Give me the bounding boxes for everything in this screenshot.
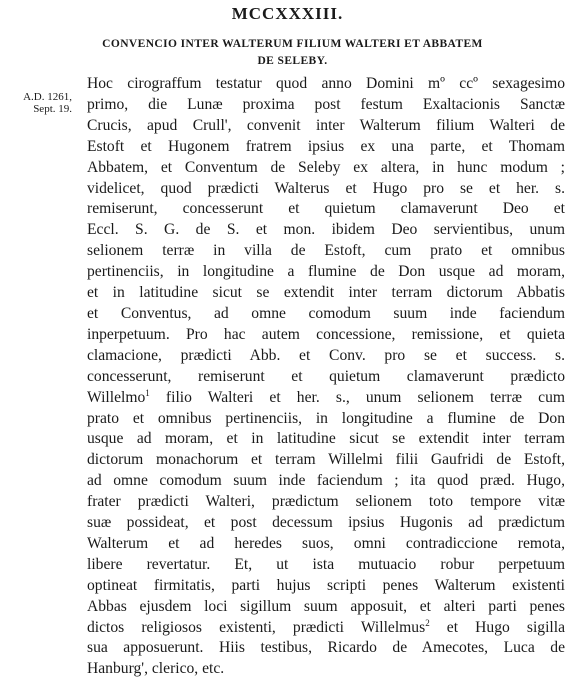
charter-heading — [60, 36, 525, 70]
body-line-with-footnote-1 — [87, 388, 565, 409]
body-line: Estoft et Hugonem fratrem ipsius ex una parte, et Thomam — [87, 137, 565, 155]
body-line-text: dictos religiosos existenti, prædicti Willelmus — [87, 618, 426, 636]
body-line: sua apposuerunt. Hiis testibus, Ricardo de Amecotes, Luca de — [87, 639, 565, 657]
body-line: Abbas ejusdem loci sigillum suum apposuit, et alteri parti penes — [87, 597, 565, 615]
margin-note-day: Sept. 19. — [33, 103, 72, 115]
body-line: remiserunt, concesserunt et quietum clamaverunt Deo et — [87, 200, 565, 218]
footnote-mark-2: 2 — [425, 617, 430, 628]
body-line: ad omne comodum suum inde faciendum ; ita quod præd. Hugo, — [87, 472, 565, 490]
body-line: prato et omnibus pertinenciis, in longitudine a flumine de Don — [87, 409, 565, 427]
body-line: Hoc cirograffum testatur quod anno Domini mº ccº sexagesimo — [87, 75, 565, 92]
body-line: dictorum monachorum et terram Willelmi filii Gaufridi de Estoft, — [87, 451, 565, 469]
heading-line-1: CONVENCIO INTER WALTERUM FILIUM WALTERI ET ABBATEM — [102, 38, 483, 50]
margin-note-year: A.D. 1261, — [23, 91, 72, 103]
body-line: libere revertatur. Et, ut ista mutuacio robur perpetuum — [87, 555, 565, 573]
margin-date-note — [0, 91, 72, 115]
body-line: Walterum et ad heredes suos, omni contradiccione remota, — [87, 534, 565, 552]
body-line: et Conventus, ad omne comodum suum inde faciendum — [87, 304, 565, 322]
body-line-text: Willelmo — [87, 388, 146, 406]
body-line: Eccl. S. G. de S. et mon. ibidem Deo servientibus, unum — [87, 221, 565, 239]
footnote-mark-1: 1 — [145, 387, 150, 398]
body-line: Hanburg', clerico, etc. — [87, 660, 225, 678]
body-line: frater prædicti Walteri, prædictum selionem toto tempore vitæ — [87, 493, 565, 511]
charter-body — [87, 74, 565, 680]
body-line: et in latitudine sicut se extendit inter terram dictorum Abbatis — [87, 284, 565, 302]
body-line: Abbatem, et Conventum de Seleby ex altera, in hunc modum ; — [87, 158, 565, 176]
body-line-with-footnote-2 — [87, 618, 565, 639]
body-line-text: filio Walteri et her. s., unum selionem terræ cum — [149, 388, 565, 406]
body-line: pertinenciis, in longitudine a flumine de Don usque ad moram, — [87, 263, 565, 281]
body-line: videlicet, quod prædicti Walterus et Hugo pro se et her. s. — [87, 179, 565, 197]
body-line-text: et Hugo sigilla — [429, 618, 566, 636]
body-line: suæ possideat, et post decessum ipsius Hugonis ad prædictum — [87, 514, 565, 532]
body-line: optineat firmitatis, parti hujus scripti penes Walterum existenti — [87, 576, 565, 594]
body-line: Crucis, apud Crull', convenit inter Walterum filium Walteri de — [87, 116, 565, 134]
body-line: usque ad moram, et in latitudine sicut se extendit inter terram — [87, 430, 565, 448]
body-line: inperpetuum. Pro hac autem concessione, remissione, et quieta — [87, 325, 565, 343]
body-line: concesserunt, remiserunt et quietum clamaverunt prædicto — [87, 367, 565, 385]
body-line: clamacione, prædicti Abb. et Conv. pro se et success. s. — [87, 346, 565, 364]
heading-line-2: DE SELEBY. — [257, 55, 328, 67]
body-line: selionem terræ in villa de Estoft, cum prato et omnibus — [87, 242, 565, 260]
charter-number: MCCXXXIII. — [231, 4, 344, 23]
body-line: primo, die Lunæ proxima post festum Exaltacionis Sanctæ — [87, 95, 565, 113]
